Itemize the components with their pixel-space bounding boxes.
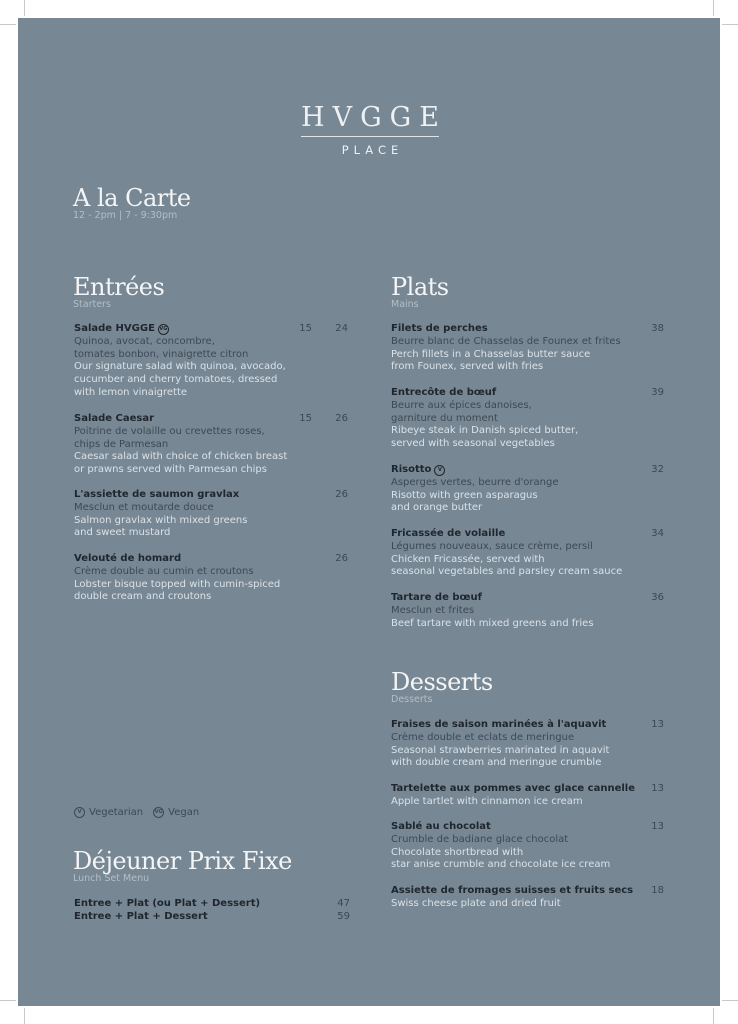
crop-mark	[0, 1000, 16, 1001]
item-price: 13	[651, 821, 664, 832]
menu-item	[391, 719, 609, 770]
item-description-fr: tomates bonbon, vinaigrette citron	[74, 348, 249, 360]
dietary-legend	[74, 807, 199, 818]
item-price: 26	[335, 413, 348, 424]
item-description-en: double cream and croutons	[74, 591, 212, 603]
item-price: 26	[335, 489, 348, 500]
lunch-option-price: 59	[337, 911, 350, 922]
item-description-fr: chips de Parmesan	[74, 438, 169, 450]
item-description-en: Perch fillets in a Chasselas butter sauce	[391, 348, 591, 360]
item-description-en: Ribeye steak in Danish spiced butter,	[391, 425, 579, 437]
item-description-en: Our signature salad with quinoa, avocado,	[74, 361, 286, 373]
item-price: 39	[651, 387, 664, 398]
item-description-en: Apple tartlet with cinnamon ice cream	[391, 795, 583, 807]
item-description-fr: Poitrine de volaille ou crevettes roses,	[74, 425, 265, 437]
item-price: 34	[651, 528, 664, 539]
item-name: Tartelette aux pommes avec glace cannelle	[391, 783, 636, 794]
menu-item	[391, 885, 633, 911]
item-name: Assiette de fromages suisses et fruits secs	[391, 885, 634, 896]
item-description-en: cucumber and cherry tomatoes, dressed	[74, 374, 278, 386]
menu-item	[391, 323, 621, 374]
item-description-fr: Légumes nouveaux, sauce crème, persil	[391, 540, 593, 552]
item-description-en: served with seasonal vegetables	[391, 438, 555, 450]
plats-title: Plats	[391, 273, 449, 301]
menu-item	[74, 553, 280, 604]
item-description-fr: Mesclun et frites	[391, 604, 475, 616]
lunch-option-label: Entree + Plat + Dessert	[74, 911, 208, 922]
item-name: Filets de perches	[391, 323, 488, 334]
logo-subtitle: PLACE	[341, 143, 404, 157]
menu-item	[391, 464, 559, 515]
entrees-title: Entrées	[73, 273, 165, 301]
item-description-en: seasonal vegetables and parsley cream sauce	[391, 566, 623, 578]
item-description-en: Lobster bisque topped with cumin-spiced	[74, 578, 281, 590]
item-price-small: 15	[299, 323, 312, 334]
crop-mark	[713, 1008, 714, 1024]
item-name: L'assiette de saumon gravlax	[74, 489, 240, 500]
item-description-fr: Mesclun et moutarde douce	[74, 501, 214, 513]
item-description-en: Caesar salad with choice of chicken breast	[74, 451, 288, 463]
crop-mark	[722, 1000, 738, 1001]
menu-item	[391, 592, 594, 630]
vegetarian-label: Vegetarian	[89, 807, 144, 818]
menu-item	[74, 323, 286, 400]
desserts-subtitle: Desserts	[391, 694, 433, 705]
desserts-title: Desserts	[391, 668, 493, 696]
item-name: Entrecôte de bœuf	[391, 387, 497, 398]
item-description-en: from Founex, served with fries	[391, 361, 544, 373]
item-name: Tartare de bœuf	[391, 592, 482, 603]
item-price: 38	[651, 323, 664, 334]
item-price: 13	[651, 719, 664, 730]
logo-name: HVGGE	[301, 102, 447, 133]
vegetarian-icon: V	[434, 465, 445, 476]
item-description-fr: Beurre aux épices danoises,	[391, 399, 532, 411]
item-name: Salade HVGGE	[74, 323, 155, 334]
crop-mark	[24, 0, 25, 16]
lunch-title: Déjeuner Prix Fixe	[73, 847, 292, 875]
item-description-en: or prawns served with Parmesan chips	[74, 464, 267, 476]
item-description-en: Salmon gravlax with mixed greens	[74, 514, 248, 526]
menu-item	[391, 783, 635, 809]
item-description-en: Chocolate shortbread with	[391, 846, 524, 858]
item-price: 32	[651, 464, 664, 475]
crop-mark	[713, 0, 714, 16]
menu-item	[74, 489, 247, 540]
item-name: Velouté de homard	[74, 553, 182, 564]
item-description-fr: garniture du moment	[391, 412, 498, 424]
entrees-subtitle: Starters	[73, 299, 111, 310]
item-description-fr: Crumble de badiane glace chocolat	[391, 833, 569, 845]
item-description-en: with double cream and meringue crumble	[391, 757, 602, 769]
menu-item	[391, 387, 578, 451]
item-price: 13	[651, 783, 664, 794]
restaurant-logo	[280, 103, 460, 157]
vegetarian-icon: V	[74, 807, 85, 818]
lunch-option-label: Entree + Plat (ou Plat + Dessert)	[74, 898, 261, 909]
vegan-icon: VG	[158, 324, 169, 335]
crop-mark	[722, 24, 738, 25]
crop-mark	[24, 1008, 25, 1024]
item-description-en: Risotto with green asparagus	[391, 489, 538, 501]
menu-item	[391, 528, 622, 579]
item-price: 24	[335, 323, 348, 334]
item-price: 18	[651, 885, 664, 896]
logo-divider	[301, 136, 439, 137]
item-description-en: and orange butter	[391, 502, 483, 514]
item-description-fr: Crème double et eclats de meringue	[391, 731, 575, 743]
item-description-fr: Asperges vertes, beurre d'orange	[391, 476, 559, 488]
vegan-icon: VG	[153, 807, 164, 818]
item-name: Salade Caesar	[74, 413, 155, 424]
lunch-subtitle: Lunch Set Menu	[73, 873, 150, 884]
item-price-small: 15	[299, 413, 312, 424]
crop-mark	[0, 24, 16, 25]
item-price: 36	[651, 592, 664, 603]
item-description-en: with lemon vinaigrette	[74, 386, 188, 398]
item-description-en: and sweet mustard	[74, 527, 171, 539]
item-name: Risotto	[391, 464, 432, 475]
item-name: Sablé au chocolat	[391, 821, 491, 832]
a-la-carte-title: A la Carte	[73, 184, 191, 212]
item-description-fr: Crème double au cumin et croutons	[74, 565, 254, 577]
menu-item	[74, 413, 287, 477]
plats-subtitle: Mains	[391, 299, 419, 310]
item-description-en: Seasonal strawberries marinated in aquavit	[391, 744, 610, 756]
lunch-option-price: 47	[337, 898, 350, 909]
item-description-en: Chicken Fricassée, served with	[391, 553, 545, 565]
item-name: Fraises de saison marinées à l'aquavit	[391, 719, 607, 730]
item-description-en: star anise crumble and chocolate ice cream	[391, 859, 611, 871]
lunch-option	[74, 898, 350, 911]
item-name: Fricassée de volaille	[391, 528, 506, 539]
menu-item	[391, 821, 610, 872]
a-la-carte-hours: 12 - 2pm | 7 - 9:30pm	[73, 210, 178, 221]
item-description-fr: Quinoa, avocat, concombre,	[74, 335, 215, 347]
item-price: 26	[335, 553, 348, 564]
item-description-en: Beef tartare with mixed greens and fries	[391, 617, 594, 629]
item-description-en: Swiss cheese plate and dried fruit	[391, 897, 561, 909]
lunch-option	[74, 911, 350, 924]
vegan-label: Vegan	[168, 807, 200, 818]
item-description-fr: Beurre blanc de Chasselas de Founex et frites	[391, 335, 621, 347]
